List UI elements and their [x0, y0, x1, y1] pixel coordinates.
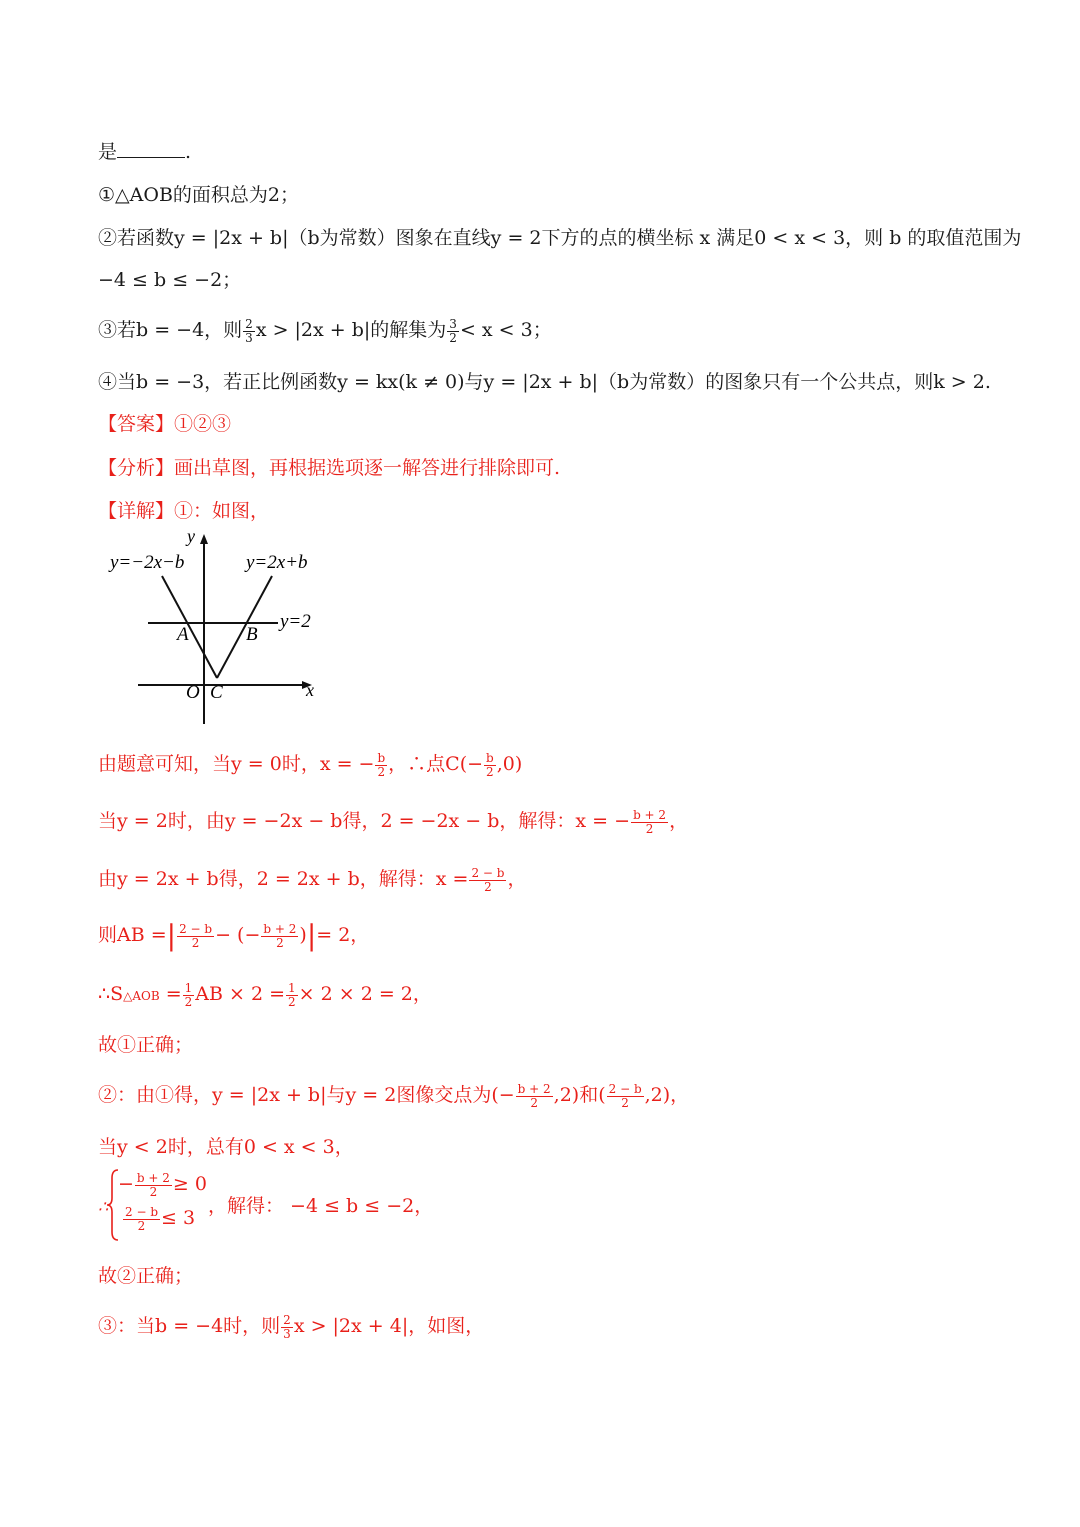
- solution-line-8: 当y < 2时，总有0 < x < 3，: [98, 1136, 354, 1158]
- fraction: $\frac{b}{2}$: [377, 750, 386, 779]
- fraction: $\frac{3}{2}$: [449, 316, 457, 345]
- graph-figure: [100, 528, 340, 728]
- s7-post: ,2)，: [644, 1084, 690, 1106]
- abs-bar-right: |: [306, 919, 317, 952]
- solution-line-5: [98, 980, 432, 1010]
- inequality-row-1: [118, 1170, 207, 1199]
- s7-mid: ,2)和(: [553, 1084, 606, 1106]
- option-1: ①△AOB的面积总为2；: [98, 184, 299, 206]
- brace-icon: [98, 1168, 120, 1242]
- fraction: $\frac{2 - b}{2}$: [471, 865, 505, 894]
- s4-post: = 2，: [316, 924, 370, 946]
- option-3-mid: x > |2x + b|的解集为: [255, 319, 447, 341]
- r1-post: ≥ 0: [172, 1173, 207, 1195]
- s5-sub: △AOB: [123, 989, 160, 1003]
- option-2-line2: −4 ≤ b ≤ −2；: [98, 269, 242, 291]
- detail-tag: 【详解】: [98, 500, 175, 522]
- option-3-post: < x < 3；: [459, 319, 552, 341]
- solution-line-1: [98, 750, 522, 779]
- fraction: $\frac{2 - b}{2}$: [179, 921, 213, 950]
- fraction: $\frac{1}{2}$: [184, 980, 193, 1009]
- solution-line-3: [98, 865, 526, 894]
- point-c-label: C: [210, 682, 223, 703]
- solution-line-4: [98, 921, 369, 950]
- fraction: $\frac{2 - b}{2}$: [608, 1081, 642, 1110]
- point-b-label: B: [246, 624, 258, 645]
- analysis-line: [98, 454, 560, 482]
- detail-text: ①：如图，: [174, 500, 270, 522]
- right-branch: [217, 576, 272, 678]
- s4-mid: − (−: [215, 924, 261, 946]
- fraction: $\frac{2 - b}{2}$: [125, 1204, 158, 1233]
- fraction: $\frac{b + 2}{2}$: [136, 1170, 170, 1199]
- s5-pre: ∴S: [98, 983, 124, 1005]
- s2-post: ，: [669, 810, 689, 832]
- inequality-result: ，解得： −4 ≤ b ≤ −2，: [208, 1195, 434, 1217]
- abs-bar-left: |: [166, 919, 177, 952]
- s3-post: ，: [507, 868, 527, 890]
- answer-line: [98, 410, 231, 438]
- fraction: $\frac{b + 2}{2}$: [633, 807, 667, 836]
- fraction: $\frac{1}{2}$: [288, 980, 296, 1009]
- solution-line-10: 故②正确；: [98, 1265, 194, 1287]
- solution-line-7: [98, 1081, 689, 1110]
- r1-pre: −: [118, 1173, 134, 1195]
- s11-post: x > |2x + 4|，如图，: [293, 1315, 485, 1337]
- fraction: $\frac{2}{3}$: [245, 316, 253, 345]
- y-axis-label: y: [187, 528, 195, 546]
- left-branch: [162, 576, 217, 678]
- s11-pre: ③：当b = −4时，则: [98, 1315, 281, 1337]
- solution-line-6: 故①正确；: [98, 1034, 194, 1056]
- option-4: ④当b = −3，若正比例函数y = kx(k ≠ 0)与y = |2x + b|（b为常数）的图象只有一个公共点，则k > 2.: [98, 371, 991, 393]
- right-line-label: y=2x+b: [246, 552, 308, 573]
- s5-post: × 2 × 2 = 2，: [298, 983, 432, 1005]
- origin-label: O: [186, 682, 200, 703]
- s2-pre: 当y = 2时，由y = −2x − b得，2 = −2x − b，解得：x = −: [98, 810, 631, 832]
- s1-mid: ，∴点C(−: [388, 753, 484, 775]
- detail-line: [98, 497, 269, 525]
- s1-post: ,0): [496, 753, 523, 775]
- intro-text: 是: [98, 141, 118, 163]
- left-line-label: y=−2x−b: [110, 552, 185, 573]
- solution-line-2: [98, 807, 688, 836]
- point-a-label: A: [177, 624, 189, 645]
- solution-line-11: [98, 1312, 484, 1341]
- x-axis-label: x: [306, 680, 314, 700]
- analysis-tag: 【分析】: [98, 457, 175, 479]
- option-3-pre: ③若b = −4，则: [98, 319, 243, 341]
- fraction: $\frac{b}{2}$: [486, 750, 494, 779]
- y-axis-arrow: [200, 534, 208, 544]
- fraction: $\frac{b + 2}{2}$: [263, 921, 297, 950]
- inequality-row-2: [122, 1204, 195, 1233]
- s4-pre: 则AB =: [98, 924, 167, 946]
- intro-tail: .: [185, 141, 192, 163]
- answer-text: ①②③: [174, 413, 232, 435]
- answer-tag: 【答案】: [98, 413, 175, 435]
- r2-post: ≤ 3: [161, 1207, 196, 1229]
- s4-mid2: ): [299, 924, 307, 946]
- analysis-text: 画出草图，再根据选项逐一解答进行排除即可.: [174, 457, 561, 479]
- s7-pre: ②：由①得，y = |2x + b|与y = 2图像交点为(−: [98, 1084, 515, 1106]
- s5-eq: =: [159, 983, 182, 1005]
- s5-mid: AB × 2 =: [195, 983, 286, 1005]
- answer-blank: [117, 139, 185, 158]
- therefore-symbol: ∴: [98, 1199, 109, 1216]
- s1-pre: 由题意可知，当y = 0时，x = −: [98, 753, 375, 775]
- option-2-line1: ②若函数y = |2x + b|（b为常数）图象在直线y = 2下方的点的横坐标 x 满足0 < x < 3，则 b 的取值范围为: [98, 227, 1022, 249]
- hline-label: y=2: [280, 611, 311, 632]
- question-tail: [98, 138, 191, 166]
- inequality-system: [98, 1168, 498, 1242]
- option-3: [98, 316, 552, 345]
- fraction: $\frac{2}{3}$: [283, 1312, 291, 1341]
- fraction: $\frac{b + 2}{2}$: [517, 1081, 551, 1110]
- s3-pre: 由y = 2x + b得，2 = 2x + b，解得：x =: [98, 868, 469, 890]
